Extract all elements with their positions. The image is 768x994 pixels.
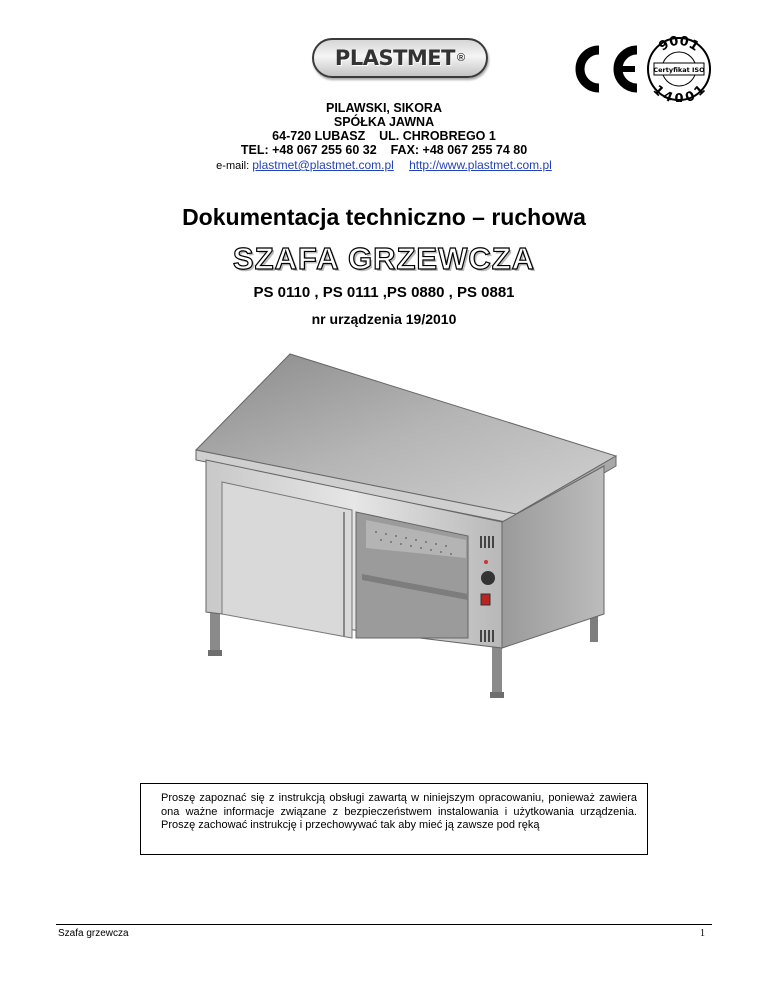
- company-form: SPÓŁKA JAWNA: [333, 115, 435, 129]
- sliding-door: [222, 482, 352, 638]
- website-link[interactable]: http://www.plastmet.com.pl: [409, 158, 552, 172]
- iso-label: Certyfikat ISO: [653, 66, 705, 74]
- iso-certificate-icon: [646, 36, 712, 102]
- company-address: 64-720 LUBASZ UL. CHROBREGO 1: [272, 129, 496, 143]
- logo-brand: PLASTMET: [334, 46, 455, 70]
- heating-cabinet-illustration: [186, 352, 626, 742]
- thermostat-knob-icon: [481, 571, 495, 585]
- logo-registered: ®: [456, 52, 466, 64]
- product-title: SZAFA GRZEWCZA: [232, 241, 536, 276]
- device-number: nr urządzenia 19/2010: [311, 311, 457, 327]
- footer-title: Szafa grzewcza: [58, 928, 129, 939]
- ce-mark-icon: [565, 44, 645, 94]
- plastmet-logo: [312, 38, 488, 78]
- model-numbers: PS 0110 , PS 0111 ,PS 0880 , PS 0881: [253, 284, 515, 301]
- safety-notice: Proszę zapoznać się z instrukcją obsługi zawartą w niniejszym opracowaniu, ponieważ zawiera ona ważne informacje związane z bezpieczeństwem instalowania i użytkowania urządzenia. Proszę zachować instrukcję i przechowywać tak aby mieć ją zawsze pod ręką: [140, 783, 648, 855]
- iso-bottom-number: 14001: [649, 82, 709, 102]
- email-label: e-mail:: [216, 160, 250, 172]
- company-name: PILAWSKI, SIKORA: [326, 101, 442, 115]
- indicator-light-icon: [484, 560, 488, 564]
- leg-front-left: [210, 612, 220, 652]
- leg-front-right: [492, 642, 502, 694]
- company-phone-fax: TEL: +48 067 255 60 32 FAX: +48 067 255 74 80: [240, 143, 528, 157]
- footer-divider: [56, 924, 712, 925]
- power-switch-icon: [481, 594, 490, 605]
- document-title: Dokumentacja techniczno – ruchowa: [182, 204, 586, 230]
- contact-line: [0, 158, 768, 172]
- page-number: 1: [700, 928, 705, 939]
- email-link[interactable]: plastmet@plastmet.com.pl: [252, 158, 394, 172]
- iso-top-number: 9001: [656, 36, 702, 55]
